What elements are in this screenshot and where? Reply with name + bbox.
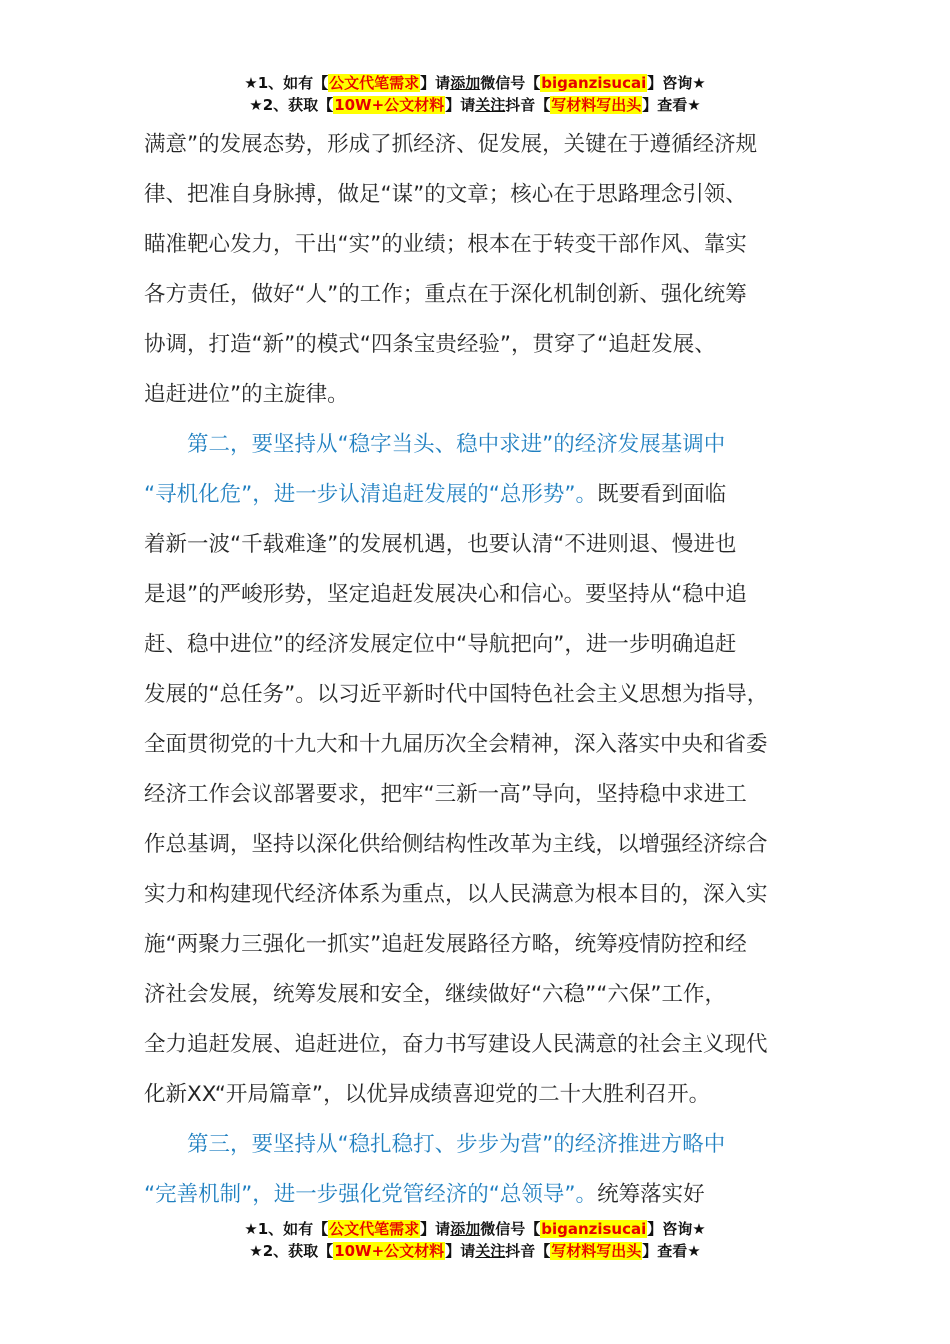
section-heading-text: “寻机化危”，进一步认清追赶发展的“总形势”。 <box>144 482 598 507</box>
banner-line-1 <box>0 1218 950 1240</box>
text-line: 是退”的严峻形势，坚定追赶发展决心和信心。要坚持从“稳中追 <box>144 582 747 607</box>
banner-text: 】咨询★ <box>647 74 706 92</box>
banner-text: 】查看★ <box>642 96 701 114</box>
banner-underline: 添加 <box>450 74 481 92</box>
text-line: 全力追赶发展、追赶进位，奋力书写建设人民满意的社会主义现代 <box>144 1032 768 1057</box>
text-run: 既要看到面临 <box>597 482 727 507</box>
text-run: 统筹落实好 <box>597 1182 705 1207</box>
text-line: 发展的“总任务”。以习近平新时代中国特色社会主义思想为指导， <box>144 682 769 707</box>
banner-text: ★1、如有【 <box>244 1220 329 1238</box>
text-line: 济社会发展，统筹发展和安全，继续做好“六稳”“六保”工作， <box>144 982 727 1007</box>
banner-highlight: 写材料写出头 <box>551 96 642 114</box>
banner-underline: 添加 <box>450 1220 481 1238</box>
banner-text: 】咨询★ <box>647 1220 706 1238</box>
text-line <box>144 474 824 524</box>
text-line: 全面贯彻党的十九大和十九届历次全会精神，深入落实中央和省委 <box>144 732 768 757</box>
banner-underline: 关注 <box>475 1242 506 1260</box>
text-line: 实力和构建现代经济体系为重点，以人民满意为根本目的，深入实 <box>144 882 768 907</box>
banner-highlight: 10W+公文材料 <box>334 96 445 114</box>
banner-highlight: 写材料写出头 <box>551 1242 642 1260</box>
banner-text: 抖音【 <box>505 96 551 114</box>
banner-highlight: 公文代笔需求 <box>329 1220 420 1238</box>
text-line: 化新XX“开局篇章”，以优异成绩喜迎党的二十大胜利召开。 <box>144 1082 711 1107</box>
document-body <box>144 124 824 1224</box>
text-line: 作总基调，坚持以深化供给侧结构性改革为主线，以增强经济综合 <box>144 832 768 857</box>
text-line <box>144 1174 824 1224</box>
banner-text: 微信号【 <box>480 1220 541 1238</box>
section-heading-text: “完善机制”，进一步强化党管经济的“总领导”。 <box>144 1182 598 1207</box>
text-line: 律、把准自身脉搏，做足“谋”的文章；核心在于思路理念引领、 <box>144 182 747 207</box>
banner-underline: 关注 <box>475 96 506 114</box>
text-line: 经济工作会议部署要求，把牢“三新一高”导向，坚持稳中求进工 <box>144 782 747 807</box>
banner-highlight: 公文代笔需求 <box>329 74 420 92</box>
header-banner <box>0 72 950 116</box>
banner-text: ★2、获取【 <box>249 96 334 114</box>
banner-highlight: biganzisucai <box>541 1220 647 1238</box>
banner-text: ★2、获取【 <box>249 1242 334 1260</box>
banner-text: 】请 <box>445 96 476 114</box>
banner-text: 】请 <box>420 1220 451 1238</box>
banner-text: 】查看★ <box>642 1242 701 1260</box>
text-line: 瞄准靶心发力，干出“实”的业绩；根本在于转变干部作风、靠实 <box>144 232 747 257</box>
footer-banner <box>0 1218 950 1262</box>
banner-text: 】请 <box>445 1242 476 1260</box>
text-line: 着新一波“千载难逢”的发展机遇，也要认清“不进则退、慢进也 <box>144 532 737 557</box>
banner-line-2 <box>0 94 950 116</box>
banner-highlight: 10W+公文材料 <box>334 1242 445 1260</box>
banner-text: ★1、如有【 <box>244 74 329 92</box>
text-line: 追赶进位”的主旋律。 <box>144 382 349 407</box>
banner-line-2 <box>0 1240 950 1262</box>
section-heading-line: 第三，要坚持从“稳扎稳打、步步为营”的经济推进方略中 <box>144 1132 726 1157</box>
text-line: 施“两聚力三强化一抓实”追赶发展路径方略，统筹疫情防控和经 <box>144 932 747 957</box>
banner-text: 微信号【 <box>480 74 541 92</box>
text-line: 各方责任，做好“人”的工作；重点在于深化机制创新、强化统筹 <box>144 282 747 307</box>
banner-text: 抖音【 <box>505 1242 551 1260</box>
banner-line-1 <box>0 72 950 94</box>
section-heading-line: 第二，要坚持从“稳字当头、稳中求进”的经济发展基调中 <box>144 432 726 457</box>
text-line: 协调，打造“新”的模式“四条宝贵经验”，贯穿了“追赶发展、 <box>144 332 716 357</box>
text-line: 赶、稳中进位”的经济发展定位中“导航把向”，进一步明确追赶 <box>144 632 737 657</box>
banner-highlight: biganzisucai <box>541 74 647 92</box>
text-line: 满意”的发展态势，形成了抓经济、促发展，关键在于遵循经济规 <box>144 132 758 157</box>
banner-text: 】请 <box>420 74 451 92</box>
